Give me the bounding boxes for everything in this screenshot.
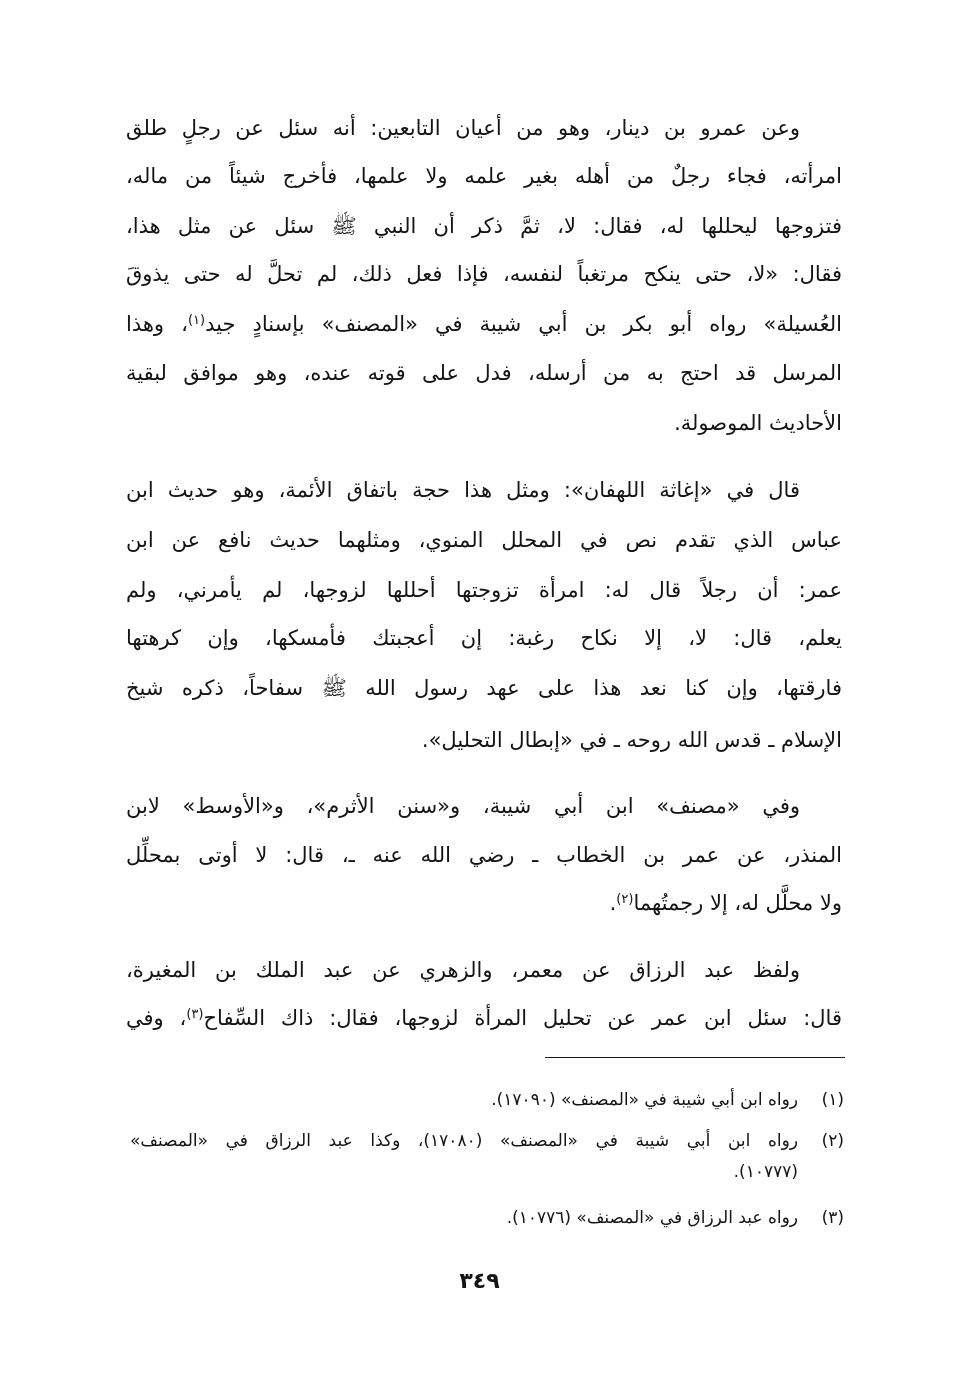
body-text: . [609, 891, 617, 915]
body-text: قال: سئل ابن عمر عن تحليل المرأة لزوجها، فقال: ذاك السِّفاح [203, 1006, 842, 1030]
footnote-number: (٢) [821, 1131, 844, 1151]
body-line: الأحاديث الموصولة. [674, 411, 842, 435]
body-text: ولا محلَّل له، إلا رجمتُهما [633, 891, 842, 915]
footnote-divider [545, 1057, 845, 1058]
footnote-text: رواه عبد الرزاق في «المصنف» (١٠٧٧٦). [506, 1208, 798, 1228]
body-line: يعلم، قال: لا، إلا نكاح رغبة: إن أعجبتك فأمسكها، وإن كرهتها [126, 626, 842, 650]
footnote-text: رواه ابن أبي شيبة في «المصنف» (١٧٠٨٠)، وكذا عبد الرزاق في «المصنف» [130, 1131, 798, 1151]
body-line [126, 1000, 842, 1036]
body-line: عباس الذي تقدم نص في المحلل المنوي، ومثلهما حديث نافع عن ابن [126, 528, 842, 552]
footnote-reference: (٢) [616, 891, 634, 907]
footnote-text: رواه ابن أبي شيبة في «المصنف» (١٧٠٩٠). [491, 1090, 798, 1110]
body-line: وعن عمرو بن دينار، وهو من أعيان التابعين: أنه سئل عن رجلٍ طلق [126, 116, 800, 140]
body-line: عمر: أن رجلاً قال له: امرأة تزوجتها أحللها لزوجها، لم يأمرني، ولم [126, 578, 842, 602]
footnote-text: (١٠٧٧٧). [733, 1162, 798, 1182]
body-line: فارقتها، وإن كنا نعد هذا على عهد رسول الله ﷺ سفاحاً، ذكره شيخ [126, 676, 842, 700]
body-line: امرأته، فجاء رجلٌ من أهله بغير علمه ولا علمها، فأخرج شيئاً من ماله، [126, 164, 842, 188]
footnote-reference: (٣) [186, 1006, 204, 1022]
body-line: قال في «إغاثة اللهفان»: ومثل هذا حجة باتفاق الأئمة، وهو حديث ابن [126, 478, 800, 502]
body-line: المرسل قد احتج به من أرسله، فدل على قوته عنده، وهو موافق لبقية [126, 361, 842, 385]
body-line: وفي «مصنف» ابن أبي شيبة، و«سنن الأثرم»، و«الأوسط» لابن [126, 794, 800, 818]
footnote-number: (١) [821, 1090, 844, 1110]
body-line [126, 885, 842, 921]
body-text: ، وفي [126, 1006, 187, 1030]
footnote-number: (٣) [821, 1208, 844, 1228]
body-text: العُسيلة» رواه أبو بكر بن أبي شيبة في «المصنف» بإسنادٍ جيد [205, 312, 842, 336]
body-line: المنذر، عن عمر بن الخطاب ـ رضي الله عنه ـ، قال: لا أوتى بمحلِّل [126, 843, 842, 867]
body-line: فقال: «لا، حتى ينكح مرتغباً لنفسه، فإذا فعل ذلك، لم تحلَّ له حتى يذوقَ [126, 262, 842, 286]
body-text: ، وهذا [126, 312, 188, 336]
footnote-reference: (١) [187, 312, 206, 328]
body-line: ولفظ عبد الرزاق عن معمر، والزهري عن عبد الملك بن المغيرة، [126, 958, 800, 982]
body-line: فتزوجها ليحللها له، فقال: لا، ثمَّ ذكر أن النبي ﷺ سئل عن مثل هذا، [126, 214, 842, 238]
body-line: الإسلام ـ قدس الله روحه ـ في «إبطال التحليل». [421, 728, 842, 752]
page-number: ٣٤٩ [459, 1269, 500, 1294]
body-line [126, 306, 842, 342]
